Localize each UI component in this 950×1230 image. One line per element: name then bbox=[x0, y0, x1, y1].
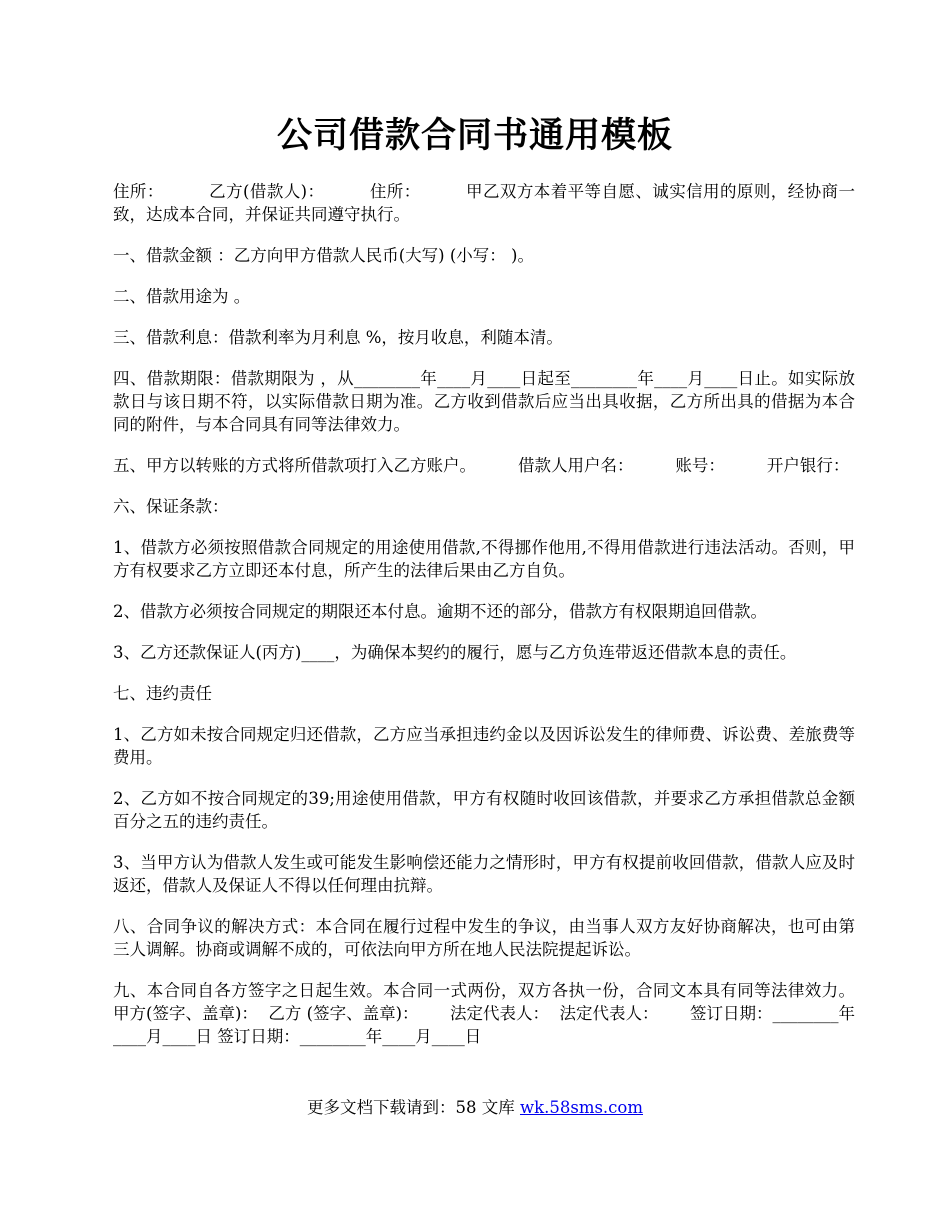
paragraph-dispute: 八、合同争议的解决方式：本合同在履行过程中发生的争议，由当事人双方友好协商解决，也可由第三人调解。协商或调解不成的，可依法向甲方所在地人民法院提起诉讼。 bbox=[113, 917, 855, 959]
paragraph-liability-2: 2、乙方如不按合同规定的39;用途使用借款，甲方有权随时收回该借款，并要求乙方承担借款总金额百分之五的违约责任。 bbox=[113, 789, 855, 831]
document-title: 公司借款合同书通用模板 bbox=[276, 115, 673, 156]
paragraph-loan-interest: 三、借款利息：借款利率为月利息 %，按月收息，利随本清。 bbox=[113, 328, 563, 347]
paragraph-loan-purpose: 二、借款用途为 。 bbox=[113, 287, 251, 306]
paragraph-loan-term: 四、借款期限：借款期限为 ，从________年____月____日起至________年____月____日止。如实际放款日与该日期不符，以实际借款日期为准。乙方收到借款后应当出具收据，乙方所出具的借据为本合同的附件，与本合同具有同等法律效力。 bbox=[113, 369, 855, 434]
footer-link[interactable]: wk.58sms.com bbox=[519, 1098, 643, 1117]
paragraph-guarantee-3: 3、乙方还款保证人(丙方)____，为确保本契约的履行，愿与乙方负连带返还借款本息的责任。 bbox=[113, 643, 797, 662]
paragraph-liability-3: 3、当甲方认为借款人发生或可能发生影响偿还能力之情形时，甲方有权提前收回借款，借款人应及时返还，借款人及保证人不得以任何理由抗辩。 bbox=[113, 853, 855, 895]
paragraph-guarantee-heading: 六、保证条款： bbox=[113, 497, 229, 516]
footer-text: 更多文档下载请到：58 文库 bbox=[306, 1098, 520, 1117]
document-body bbox=[113, 180, 887, 1048]
paragraph-guarantee-1: 1、借款方必须按照借款合同规定的用途使用借款,不得挪作他用,不得用借款进行违法活动。否则，甲方有权要求乙方立即还本付息，所产生的法律后果由乙方自负。 bbox=[113, 538, 855, 580]
paragraph-parties: 住所： 乙方(借款人)： 住所： 甲乙双方本着平等自愿、诚实信用的原则，经协商一致，达成本合同，并保证共同遵守执行。 bbox=[113, 182, 855, 224]
paragraph-loan-amount: 一、借款金额 ：乙方向甲方借款人民币(大写) (小写： )。 bbox=[113, 246, 534, 265]
paragraph-transfer: 五、甲方以转账的方式将所借款项打入乙方账户。 借款人用户名： 账号： 开户银行： bbox=[113, 456, 850, 475]
paragraph-liability-1: 1、乙方如未按合同规定归还借款，乙方应当承担违约金以及因诉讼发生的律师费、诉讼费、差旅费等费用。 bbox=[113, 725, 855, 767]
paragraph-liability-heading: 七、违约责任 bbox=[113, 684, 212, 703]
paragraph-effective-signatures: 九、本合同自各方签字之日起生效。本合同一式两份，双方各执一份，合同文本具有同等法律效力。 甲方(签字、盖章)： 乙方 (签字、盖章)： 法定代表人： 法定代表人： 签订日期：________年____月____日 签订日期：________年____月____日 bbox=[113, 981, 887, 1046]
footer bbox=[0, 1096, 950, 1119]
paragraph-guarantee-2: 2、借款方必须按合同规定的期限还本付息。逾期不还的部分，借款方有权限期追回借款。 bbox=[113, 602, 767, 621]
